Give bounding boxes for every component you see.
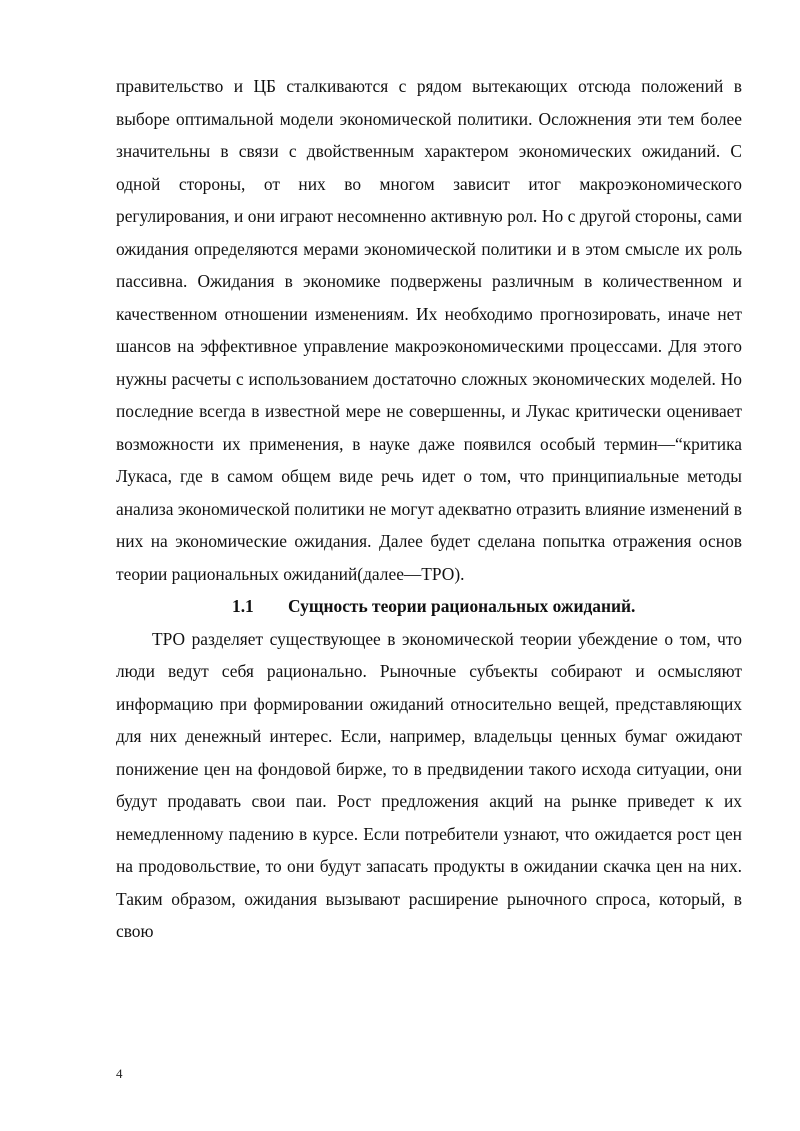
body-paragraph-intro: правительство и ЦБ сталкиваются с рядом вытекающих отсюда положений в выборе оптимальной модели экономической политики. Осложнения эти тем более значительны в связи с двойственным характером экономических ожиданий. С одной стороны, от них во многом зависит итог макроэкономического регулирования, и они играют несомненно активную рол. Но с другой стороны, сами ожидания определяются мерами экономической политики и в этом смысле их роль пассивна. Ожидания в экономике подвержены различным в количественном и качественном отношении изменениям. Их необходимо прогнозировать, иначе нет шансов на эффективное управление макроэкономическими процессами. Для этого нужны расчеты с использованием достаточно сложных экономических моделей. Но последние всегда в известной мере не совершенны, и Лукас критически оценивает возможности их применения, в науке даже появился особый термин—“критика Лукаса, где в самом общем виде речь идет о том, что принципиальные методы анализа экономической политики не могут адекватно отразить влияние изменений в них на экономические ожидания. Далее будет сделана попытка отражения основ теории рациональных ожиданий(далее—ТРО). — [116, 76, 742, 584]
body-paragraph-tro: ТРО разделяет существующее в экономической теории убеждение о том, что люди ведут себя рационально. Рыночные субъекты собирают и осмысляют информацию при формировании ожиданий относительно вещей, представляющих для них денежный интерес. Если, например, владельцы ценных бумаг ожидают понижение цен на фондовой бирже, то в предвидении такого исхода ситуации, они будут продавать свои паи. Рост предложения акций на рынке приведет к их немедленному падению в курсе. Если потребители узнают, что ожидается рост цен на продовольствие, то они будут запасать продукты в ожидании скачка цен на них. Таким образом, ожидания вызывают расширение рыночного спроса, который, в свою — [116, 628, 742, 941]
page-number: 4 — [116, 1066, 123, 1081]
section-title: Сущность теории рациональных ожиданий. — [288, 596, 636, 616]
section-heading — [116, 590, 742, 623]
document-page — [116, 70, 742, 948]
section-number: 1.1 — [232, 596, 254, 616]
